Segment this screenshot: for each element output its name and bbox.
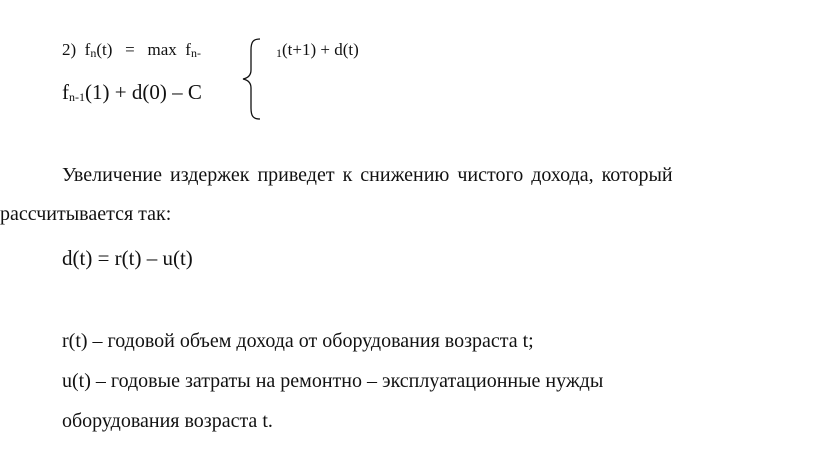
equation-d-t: d(t) = r(t) – u(t): [62, 246, 193, 270]
formula-line-2: [62, 80, 202, 105]
subscript-one: 1: [276, 46, 282, 60]
formula-option-1: (t+1) + d(t): [282, 40, 359, 59]
paragraph-line-1: Увеличение издержек приведет к снижению чистого дохода, который: [62, 164, 673, 186]
f-n-minus-symbol: fn-: [185, 40, 201, 60]
formula-line-1: [62, 40, 201, 61]
definition-u-line-1: u(t) – годовые затраты на ремонтно – эксплуатационные нужды: [62, 370, 604, 392]
formula-number: 2): [62, 40, 77, 59]
equals-sign: =: [125, 40, 135, 59]
left-brace-icon: [240, 36, 264, 122]
definition-r: r(t) – годовой объем дохода от оборудования возраста t;: [62, 330, 534, 352]
definition-u-line-2: оборудования возраста t.: [62, 410, 273, 432]
f-n-1-symbol: fn-1: [62, 80, 85, 104]
max-operator: max: [147, 40, 177, 59]
formula-line-1-tail: [276, 40, 359, 61]
formula-option-2: (1) + d(0) – C: [85, 80, 202, 104]
f-n-symbol: fn: [84, 40, 97, 60]
f-n-arg: (t): [96, 40, 113, 59]
paragraph-line-2: рассчитывается так:: [0, 203, 172, 225]
